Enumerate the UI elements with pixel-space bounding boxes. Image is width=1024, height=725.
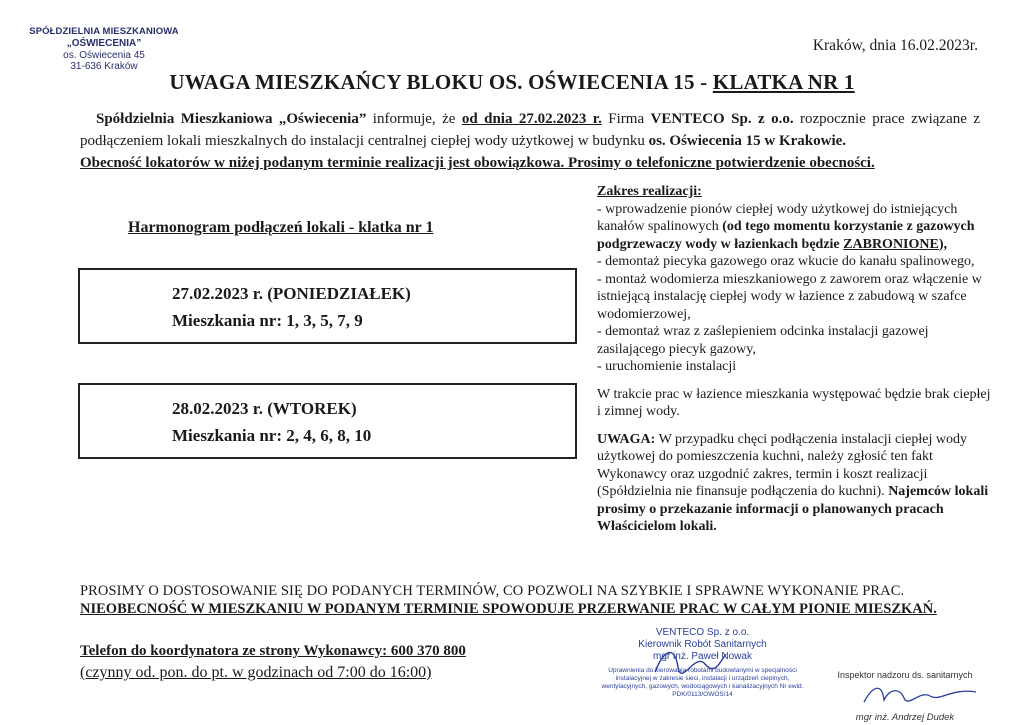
scope-item-4: - demontaż wraz z zaślepieniem odcinka instalacji gazowej zasilającego piecyk gazowy, xyxy=(597,324,929,357)
document-date: Kraków, dnia 16.02.2023r. xyxy=(812,37,978,54)
tenants-note: Najemców lokali prosimy o przekazanie informacji o planowanych pracach Właścicielom lokali. xyxy=(597,484,989,534)
scope-item-3: - montaż wodomierza mieszkaniowego z zaworem oraz włączenie w istniejącą instalację ciepłej wody w łazience z zabudową w szafce wodomierzowej, xyxy=(597,271,982,322)
schedule-title: Harmonogram podłączeń lokali - klatka nr 1 xyxy=(128,219,434,236)
intro-start-date: od dnia 27.02.2023 r. xyxy=(461,111,602,127)
schedule-day-2-date: 28.02.2023 r. (WTOREK) xyxy=(172,399,357,418)
inspector-name: mgr inż. Andrzej Dudek xyxy=(855,712,955,723)
intro-obligation: Obecność lokatorów w niżej podanym terminie realizacji jest obowiązkowa. Prosimy o telefoniczne potwierdzenie obecności. xyxy=(80,155,875,171)
schedule-day-1-date: 27.02.2023 r. (PONIEDZIAŁEK) xyxy=(172,284,411,303)
schedule-day-1-apartments: Mieszkania nr: 1, 3, 5, 7, 9 xyxy=(172,311,363,330)
footer-absence-warning: NIEOBECNOŚĆ W MIESZKANIU W PODANYM TERMINIE SPOWODUJE PRZERWANIE PRAC W CAŁYM PIONIE MIESZKAŃ. xyxy=(80,601,937,617)
scope-item-1-end: ), xyxy=(938,236,948,252)
schedule-box-day-1 xyxy=(78,268,577,344)
scope-item-1-text: - wprowadzenie pionów ciepłej wody użytkowej do istniejących kanałów spalinowych xyxy=(597,201,958,234)
scope-item-1 xyxy=(597,201,992,254)
contractor-stamp-line-2: Kierownik Robót Sanitarnych xyxy=(638,639,767,650)
contractor-signature xyxy=(650,642,730,682)
stamp-line-2: „OŚWIECENIA” xyxy=(66,38,142,49)
scope-item-5: - uruchomienie instalacji xyxy=(597,359,737,374)
notice-title xyxy=(0,70,1024,95)
scope-title: Zakres realizacji: xyxy=(597,184,702,199)
warning-text: W przypadku chęci podłączenia instalacji ciepłej wody użytkowej do pomieszczenia kuchni, należy zgłosić ten fakt Wykonawcy oraz uzgodnić zakres, termin i koszt realizacji (Spółdzielnia nie finansuje podłączenia do kuchni). xyxy=(597,431,967,499)
stamp-line-3: os. Oświecenia 45 xyxy=(63,50,145,61)
scope-warning xyxy=(597,431,992,536)
contractor-stamp-line-1: VENTECO Sp. z o.o. xyxy=(655,627,750,638)
intro-paragraph xyxy=(80,108,980,152)
coordinator-hours: (czynny od. pon. do pt. w godzinach od 7:00 do 16:00) xyxy=(80,664,432,681)
schedule-box-day-2 xyxy=(78,383,577,459)
coordinator-phone: Telefon do koordynatora ze strony Wykonawcy: 600 370 800 xyxy=(80,643,466,659)
warning-label: UWAGA: xyxy=(597,431,656,447)
schedule-day-2-apartments: Mieszkania nr: 2, 4, 6, 8, 10 xyxy=(172,426,372,445)
intro-org: Spółdzielnia Mieszkaniowa „Oświecenia” xyxy=(96,111,367,127)
contractor-stamp-line-3: mgr inż. Paweł Nowak xyxy=(653,651,752,662)
intro-text-3: rozpocznie prace związane z podłączeniem lokali mieszkalnych do instalacji centralnej ciepłej wody użytkowej w budynku xyxy=(80,111,980,149)
contractor-stamp-line-5: wentylacyjnych, gazowych, wodociągowych i kanalizacyjnych Nr ewid. PDK/0113/OWOS/14 xyxy=(601,683,804,698)
inspector-label: Inspektor nadzoru ds. sanitarnych xyxy=(837,670,973,680)
title-main: UWAGA MIESZKAŃCY BLOKU OS. OŚWIECENIA 15 - xyxy=(169,70,713,94)
scope-item-1-forbidden: ZABRONIONE xyxy=(843,236,939,252)
inspector-signature xyxy=(860,680,980,710)
scope-section xyxy=(597,183,992,536)
stamp-line-1: SPÓŁDZIELNIA MIESZKANIOWA xyxy=(29,26,179,37)
intro-company: VENTECO Sp. z o.o. xyxy=(650,111,794,127)
footer-request: PROSIMY O DOSTOSOWANIE SIĘ DO PODANYCH TERMINÓW, CO POZWOLI NA SZYBKIE I SPRAWNE WYKONANIE PRAC. xyxy=(80,583,905,599)
scope-item-1-bold: (od tego momentu korzystanie z gazowych podgrzewaczy wody w łazienkach będzie xyxy=(597,219,975,252)
scope-item-2: - demontaż piecyka gazowego oraz wkucie do kanału spalinowego, xyxy=(597,254,975,269)
intro-text xyxy=(80,108,980,174)
stamp-line-4: 31-636 Kraków xyxy=(70,61,138,72)
intro-address: os. Oświecenia 15 w Krakowie. xyxy=(648,133,847,149)
scope-water-note: W trakcie prac w łazience mieszkania występować będzie brak ciepłej i zimnej wody. xyxy=(597,386,991,419)
contractor-stamp-line-4: Uprawnienia do kierowania robotami budowlanymi w specjalności instalacyjnej w zakresie sieci, instalacji i urządzeń cieplnych, xyxy=(608,667,797,682)
cooperative-stamp xyxy=(24,26,184,72)
intro-text-1: informuje, że xyxy=(366,111,462,127)
title-staircase: KLATKA NR 1 xyxy=(712,70,855,94)
intro-text-2: Firma xyxy=(601,111,651,127)
